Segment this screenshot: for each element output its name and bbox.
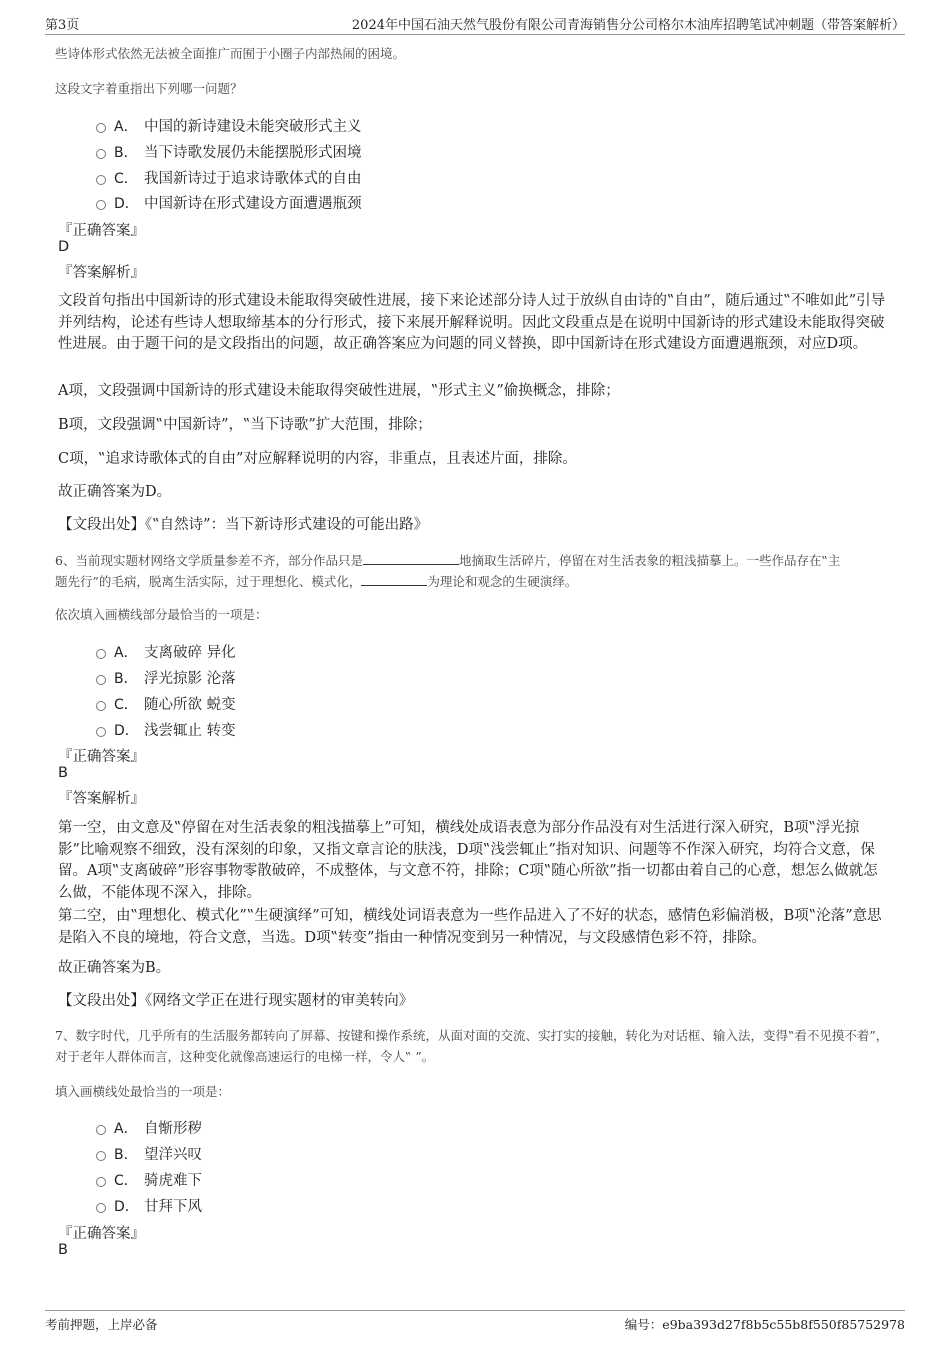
q7-option-c[interactable]: C． 骑虎难下	[96, 1169, 202, 1190]
q5-analysis-para-1: 文段首句指出中国新诗的形式建设未能取得突破性进展，接下来论述部分诗人过于放纵自由诗的‟自由”，随后通过‟不唯如此”引导并列结构，论述有些诗人想取缔基本的分行形式，接下来展开解释说明。因此文段重点是在说明中国新诗的形式建设未能取得突破性进展。由于题干问的是文段指出的问题，故正确答案应为问题的同义替换，即中国新诗在形式建设方面遭遇瓶颈，对应D项。	[58, 293, 886, 352]
q6-prompt: 依次填入画横线部分最恰当的一项是：	[55, 607, 268, 622]
q5-answer-label: 『正确答案』	[58, 223, 145, 239]
radio-icon[interactable]	[96, 123, 106, 133]
q5-prompt: 这段文字着重指出下列哪一问题？	[55, 81, 243, 96]
radio-icon[interactable]	[96, 649, 106, 659]
q6-analysis-label: 『答案解析』	[58, 791, 145, 807]
q5-analysis-para-3: B项，文段强调‟中国新诗”，‟当下诗歌”扩大范围，排除；	[58, 417, 432, 433]
document-title: 2024年中国石油天然气股份有限公司青海销售分公司格尔木油库招聘笔试冲刺题（带答案解析）	[351, 18, 905, 33]
radio-icon[interactable]	[96, 200, 106, 210]
q7-option-b[interactable]: B． 望洋兴叹	[96, 1143, 202, 1164]
footer-id: 编号：e9ba393d27f8b5c55b8f550f85752978	[624, 1317, 905, 1332]
q7-stem: 7、数字时代，几乎所有的生活服务都转向了屏幕、按键和操作系统，从面对面的交流、实打实的接触，转化为对话框、输入法，变得‟看不见摸不着”，对于老年人群体而言，这种变化就像高速运行的电梯一样，令人‟ ”。	[55, 1028, 889, 1064]
q7-option-a[interactable]: A． 自惭形秽	[96, 1117, 202, 1138]
q6-analysis-para-3: 故正确答案为B。	[58, 960, 171, 976]
q5-answer: D	[58, 239, 70, 255]
radio-icon[interactable]	[96, 675, 106, 685]
q6-option-c[interactable]: C． 随心所欲 蜕变	[96, 693, 236, 714]
q6-analysis-para-2: 第二空，由‟理想化、模式化”‟生硬演绎”可知，横线处词语表意为一些作品进入了不好的状态，感情色彩偏消极，B项‟沦落”意思是陷入不良的境地，符合文意，当选。D项‟转变”指由一种情况变到另一种情况，与文段感情色彩不符，排除。	[58, 908, 882, 946]
radio-icon[interactable]	[96, 175, 106, 185]
q6-option-a[interactable]: A． 支离破碎 异化	[96, 641, 236, 662]
q7-answer: B	[58, 1242, 68, 1258]
q5-option-c[interactable]: C． 我国新诗过于追求诗歌体式的自由	[96, 167, 362, 188]
q6-option-d[interactable]: D． 浅尝辄止 转变	[96, 719, 236, 740]
q6-source: 【文段出处】《网络文学正在进行现实题材的审美转向》	[58, 993, 414, 1009]
q5-analysis-para-4: C项，‟追求诗歌体式的自由”对应解释说明的内容，非重点，且表述片面，排除。	[58, 451, 577, 467]
q5-option-d[interactable]: D． 中国新诗在形式建设方面遭遇瓶颈	[96, 192, 362, 213]
q5-analysis-para-2: A项，文段强调中国新诗的形式建设未能取得突破性进展，‟形式主义”偷换概念，排除；	[58, 383, 620, 399]
radio-icon[interactable]	[96, 727, 106, 737]
q7-prompt: 填入画横线处最恰当的一项是：	[55, 1084, 231, 1099]
radio-icon[interactable]	[96, 1151, 106, 1161]
q7-answer-label: 『正确答案』	[58, 1226, 145, 1242]
page-footer	[45, 1310, 905, 1334]
q5-stem-tail: 些诗体形式依然无法被全面推广而囿于小圈子内部热闹的困境。	[55, 46, 406, 61]
q6-answer: B	[58, 765, 68, 781]
radio-icon[interactable]	[96, 149, 106, 159]
radio-icon[interactable]	[96, 701, 106, 711]
page-number: 第3页	[45, 18, 80, 33]
q6-analysis-para-1: 第一空，由文意及‟停留在对生活表象的粗浅描摹上”可知，横线处成语表意为部分作品没有对生活进行深入研究，B项‟浮光掠影”比喻观察不细致，没有深刻的印象，又指文章言论的肤浅，D项‟浅尝辄止”指对知识、问题等不作深入研究，均符合文意，保留。A项‟支离破碎”形容事物零散破碎，不成整体，与文意不符，排除；C项‟随心所欲”指一切都由着自己的心意，想怎么做就怎么做，不能体现不深入，排除。	[58, 820, 878, 901]
page-header	[45, 14, 905, 35]
footer-slogan: 考前押题，上岸必备	[45, 1317, 158, 1332]
q5-source: 【文段出处】《‟自然诗”：当下新诗形式建设的可能出路》	[58, 517, 429, 533]
q5-analysis-para-5: 故正确答案为D。	[58, 484, 172, 500]
q5-option-a[interactable]: A． 中国的新诗建设未能突破形式主义	[96, 115, 362, 136]
q5-option-b[interactable]: B． 当下诗歌发展仍未能摆脱形式困境	[96, 141, 362, 162]
q5-analysis-label: 『答案解析』	[58, 265, 145, 281]
radio-icon[interactable]	[96, 1177, 106, 1187]
radio-icon[interactable]	[96, 1203, 106, 1213]
q6-blank-1[interactable]	[363, 550, 459, 565]
q6-blank-2[interactable]	[361, 571, 427, 586]
radio-icon[interactable]	[96, 1125, 106, 1135]
q6-option-b[interactable]: B． 浮光掠影 沦落	[96, 667, 236, 688]
q6-stem: 6、当前现实题材网络文学质量参差不齐，部分作品只是 地摘取生活碎片，停留在对生活表象的粗浅描摹上。一些作品存在‟主 题先行”的毛病，脱离生活实际，过于理想化、模式化， 为理论和观念的生硬演绎。	[55, 550, 900, 592]
q6-answer-label: 『正确答案』	[58, 749, 145, 765]
q7-option-d[interactable]: D． 甘拜下风	[96, 1195, 202, 1216]
